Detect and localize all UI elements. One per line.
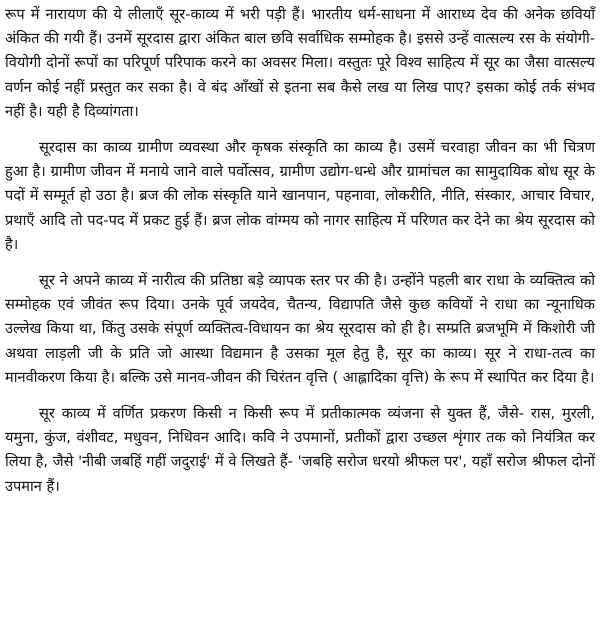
paragraph-symbolism: सूर काव्य में वर्णित प्रकरण किसी न किसी रूप में प्रतीकात्मक व्यंजना से युक्त हैं, जैसे- रास, मुरली, यमुना, कुंज, वंशीवट, मधुवन, निधिवन आदि। कवि ने उपमानों, प्रतीकों द्वारा उच्छल शृंगार तक को नियंत्रित कर लिया है, जैसे 'नीबी जबहिं गहीं जदुराई' में वे लिखते हैं- 'जबहि सरोज धरयो श्रीफल पर', यहाँ सरोज श्रीफल दोनों उपमान हैं। [5,405,595,495]
document-page [5,3,595,511]
paragraph-rural-culture: सूरदास का काव्य ग्रामीण व्यवस्था और कृषक संस्कृति का काव्य है। उसमें चरवाहा जीवन का भी चित्रण हुआ है। ग्रामीण जीवन में मनाये जाने वाले पर्वोत्सव, ग्रामीण उद्योग-धन्धे और ग्रामांचल का सामुदायिक बोध सूर के पदों में सम्मूर्त हो उठा है। ब्रज की लोक संस्कृति याने खानपान, पहनावा, लोकरीति, नीति, संस्कार, आचार विचार, प्रथाएँ आदि तो पद-पद में प्रकट हुई हैं। ब्रज लोक वांग्मय को नागर साहित्य में परिणत कर देने का श्रेय सूरदास को है। [5,139,595,253]
paragraph-radha: सूर ने अपने काव्य में नारीत्व की प्रतिष्ठा बड़े व्यापक स्तर पर की है। उन्होंने पहली बार राधा के व्यक्तित्व को सम्मोहक एवं जीवंत रूप दिया। उनके पूर्व जयदेव, चैतन्य, विद्यापति जैसे कुछ कवियों ने राधा का न्यूनाधिक उल्लेख किया था, किंतु उसके संपूर्ण व्यक्तित्व-विधायन का श्रेय सूरदास को ही है। सम्प्रति ब्रजभूमि में किशोरी जी अथवा लाड़ली जी के प्रति जो आस्था विद्यमान है उसका मूल हेतु है, सूर का काव्य। सूर ने राधा-तत्व का मानवीकरण किया है। बल्कि उसे मानव-जीवन की चिरंतन वृत्ति ( आह्लादिका वृत्ति) के रूप में स्थापित कर दिया है। [5,272,595,386]
paragraph-vatsalya: रूप में नारायण की ये लीलाएँ सूर-काव्य में भरी पड़ी हैं। भारतीय धर्म-साधना में आराध्य देव की अनेक छवियाँ अंकित की गयी हैं। उनमें सूरदास द्वारा अंकित बाल छवि सर्वाधिक सम्मोहक है। इससे उन्हें वात्सल्य रस के संयोगी-वियोगी दोनों रूपों का परिपूर्ण परिपाक करने का अवसर मिला। वस्तुतः पूरे विश्व साहित्य में सूर का जैसा वात्सल्य वर्णन कोई नहीं प्रस्तुत कर सका है। वे बंद आँखों से इतना सब कैसे लख या लिख पाए? इसका कोई तर्क संभव नहीं है। यही है दिव्यांगता। [5,6,595,120]
